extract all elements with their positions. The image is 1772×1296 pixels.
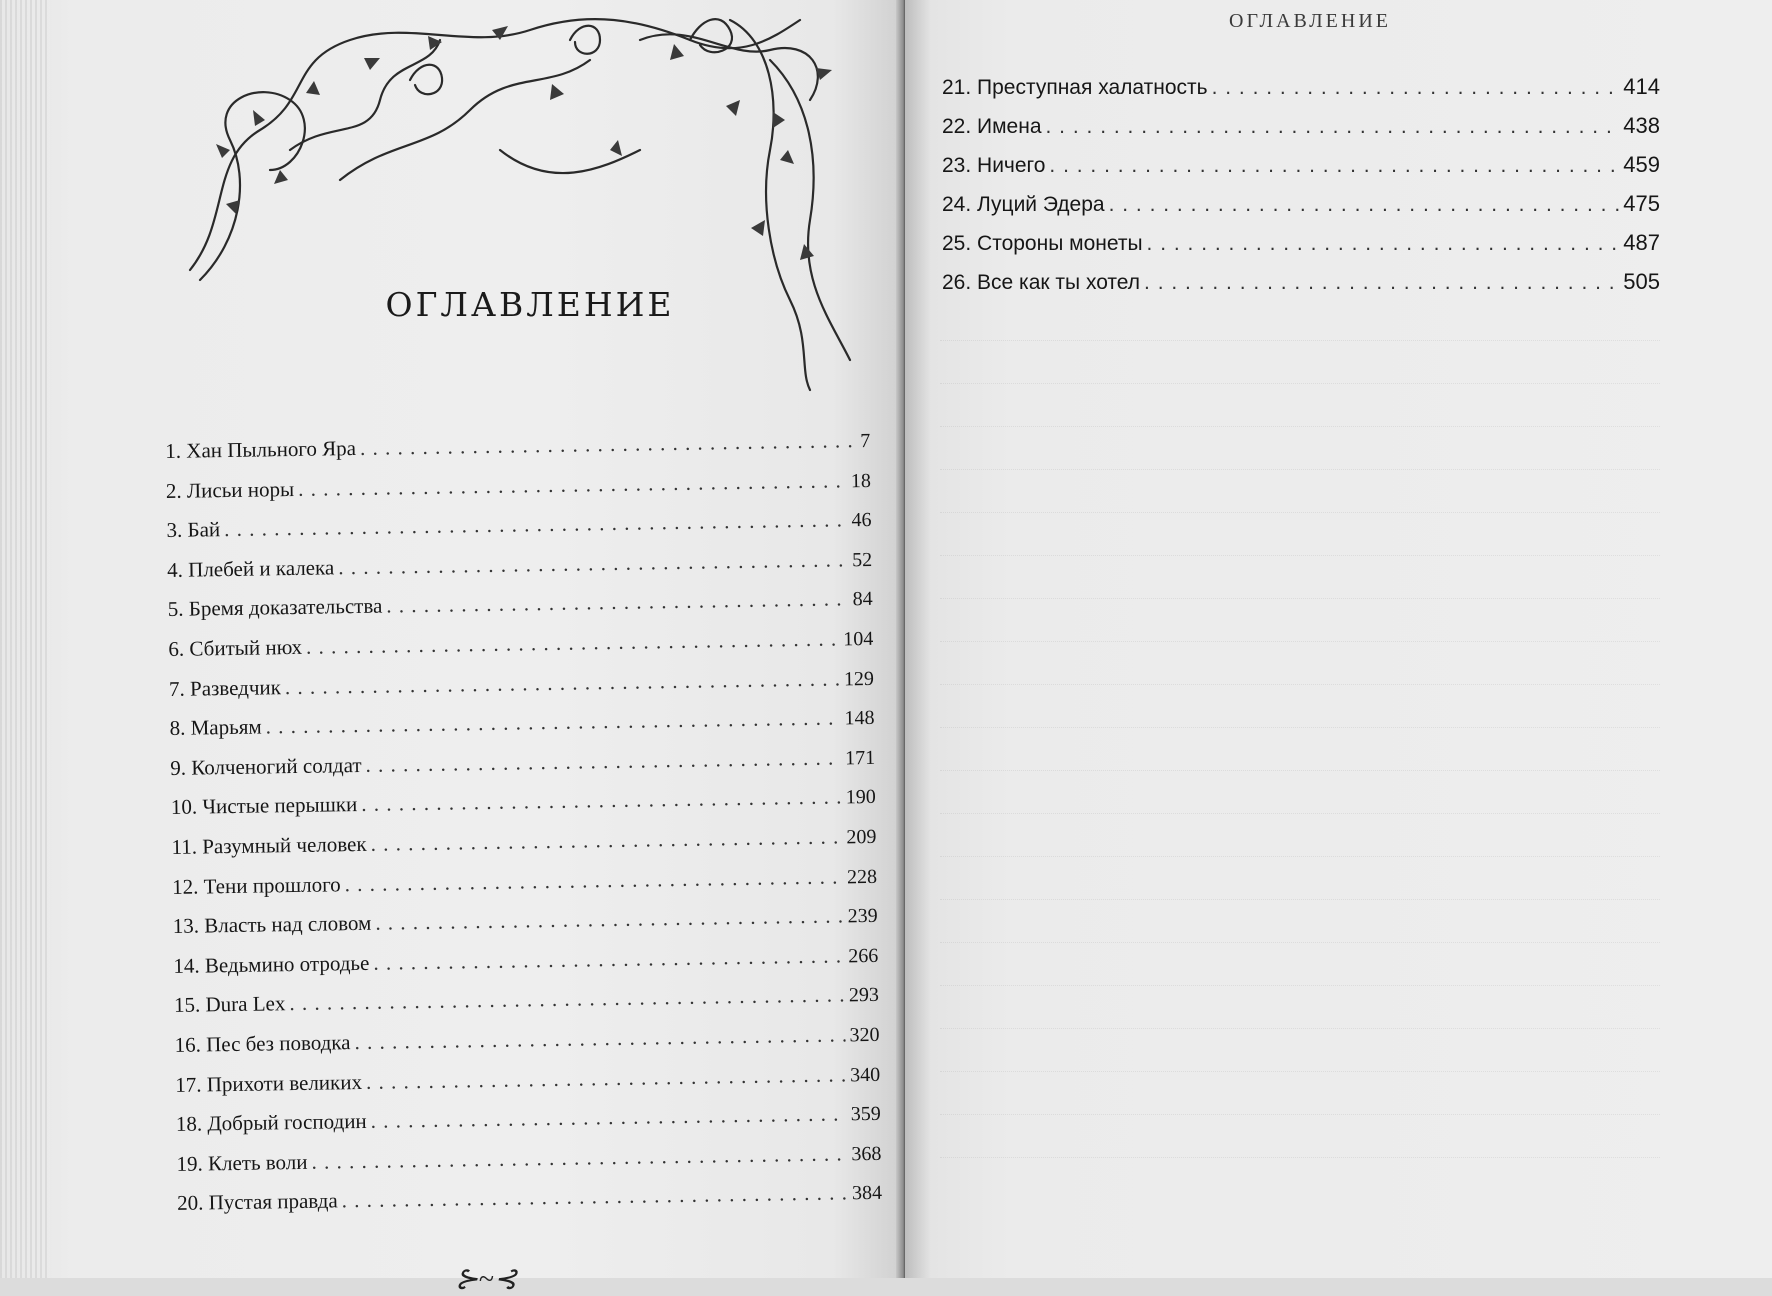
entry-title: 7. Разведчик xyxy=(168,674,282,701)
page-title: ОГЛАВЛЕНИЕ xyxy=(385,285,675,324)
toc-entry xyxy=(942,262,1660,301)
entry-title: 8. Марьям xyxy=(169,714,262,741)
entry-title: 12. Тени прошлого xyxy=(171,871,341,899)
entry-title: 18. Добрый господин xyxy=(175,1109,367,1137)
entry-title: 14. Ведьмино отродье xyxy=(173,950,370,978)
entry-title: 19. Клеть воли xyxy=(176,1149,308,1176)
entry-page: 487 xyxy=(1623,230,1660,255)
entry-title: 16. Пес без поводка xyxy=(174,1030,351,1057)
entry-page: 228 xyxy=(846,865,878,888)
entry-page: 340 xyxy=(850,1063,881,1086)
entry-title: 13. Власть над словом xyxy=(172,910,372,939)
leader-dots xyxy=(1144,263,1619,302)
entry-page: 84 xyxy=(852,588,873,611)
entry-title: 23. Ничего xyxy=(942,154,1046,177)
entry-page: 171 xyxy=(845,746,876,770)
entry-title: 4. Плебей и калека xyxy=(166,555,335,582)
entry-title: 11. Разумный человек xyxy=(171,831,367,859)
entry-page: 209 xyxy=(846,825,877,849)
entry-page: 475 xyxy=(1623,191,1660,216)
leader-dots xyxy=(1049,146,1619,185)
entry-title: 1. Хан Пыльного Яра xyxy=(165,436,357,463)
entry-page: 7 xyxy=(860,429,871,453)
vine-ornament-icon xyxy=(170,0,890,400)
entry-title: 10. Чистые перышки xyxy=(170,792,358,820)
toc-entry xyxy=(942,67,1660,106)
entry-page: 320 xyxy=(849,1023,880,1047)
entry-title: 25. Стороны монеты xyxy=(942,232,1143,255)
leader-dots xyxy=(1212,68,1620,107)
entry-title: 20. Пустая правда xyxy=(176,1188,338,1216)
entry-title: 5. Бремя доказательства xyxy=(167,593,383,622)
entry-title: 15. Dura Lex xyxy=(173,991,286,1018)
entry-page: 190 xyxy=(845,786,876,809)
entry-page: 438 xyxy=(1623,113,1660,138)
toc-entry xyxy=(942,106,1660,145)
entry-page: 384 xyxy=(851,1182,883,1205)
entry-title: 22. Имена xyxy=(942,115,1042,138)
entry-page: 505 xyxy=(1623,269,1660,294)
entry-title: 26. Все как ты хотел xyxy=(942,271,1141,294)
toc-entry xyxy=(942,223,1660,262)
entry-page: 18 xyxy=(850,469,872,492)
entry-page: 459 xyxy=(1623,152,1660,177)
entry-page: 368 xyxy=(851,1142,882,1165)
entry-page: 239 xyxy=(847,904,878,928)
toc-entry xyxy=(942,184,1660,223)
entry-page: 52 xyxy=(851,548,873,572)
running-head: ОГЛАВЛЕНИЕ xyxy=(1229,10,1391,32)
entry-title: 9. Колченогий солдат xyxy=(170,752,362,780)
toc-list-right xyxy=(942,67,1660,301)
leader-dots xyxy=(1109,185,1620,224)
entry-page: 148 xyxy=(844,707,875,730)
entry-title: 2. Лисьи норы xyxy=(165,476,295,503)
entry-page: 293 xyxy=(848,984,880,1007)
entry-title: 24. Луций Эдера xyxy=(942,193,1105,216)
entry-page: 46 xyxy=(851,509,872,532)
entry-title: 17. Прихоти великих xyxy=(175,1069,363,1097)
toc-list-left xyxy=(165,421,882,1224)
entry-page: 359 xyxy=(850,1102,881,1126)
leader-dots xyxy=(341,1174,848,1222)
entry-page: 414 xyxy=(1623,74,1660,99)
leader-dots xyxy=(1147,224,1620,263)
toc-entry xyxy=(942,145,1660,184)
entry-page: 129 xyxy=(843,667,875,690)
entry-page: 266 xyxy=(848,944,879,968)
entry-title: 6. Сбитый нюх xyxy=(168,634,303,661)
entry-title: 21. Преступная халатность xyxy=(942,76,1208,99)
leader-dots xyxy=(1046,107,1620,146)
entry-title: 3. Бай xyxy=(166,517,221,543)
page-edge xyxy=(0,0,50,1278)
page-footer-ornament: ⊱~⊰ xyxy=(455,1264,518,1295)
entry-page: 104 xyxy=(843,627,874,651)
